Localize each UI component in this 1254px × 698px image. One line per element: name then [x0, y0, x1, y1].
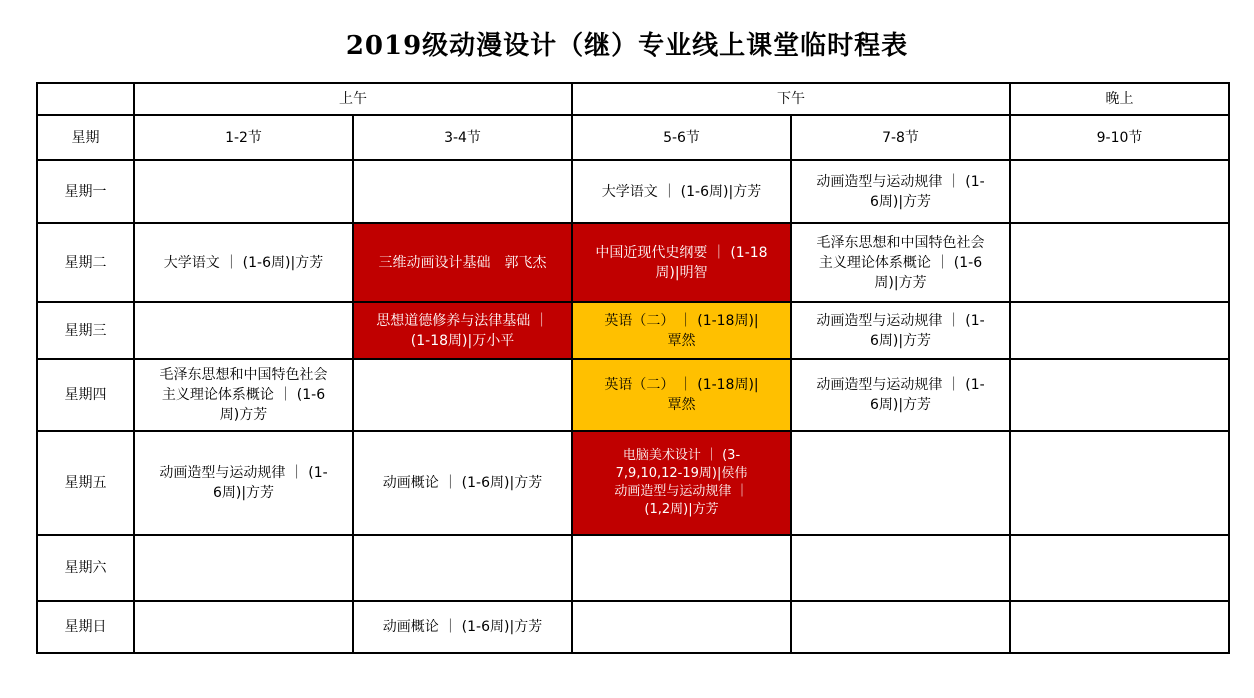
class-cell: [1010, 223, 1229, 302]
class-cell: [134, 160, 353, 223]
day-label: 星期二: [37, 223, 134, 302]
class-cell: [353, 160, 572, 223]
class-cell-highlighted: 中国近现代史纲要 ｜ (1-18 周)|明智: [572, 223, 791, 302]
class-cell-highlighted: 电脑美术设计 ｜ (3- 7,9,10,12-19周)|侯伟 动画造型与运动规律 ｜ (1,2周)|方芳: [572, 431, 791, 535]
corner-cell: [37, 83, 134, 115]
day-label: 星期日: [37, 601, 134, 653]
class-cell: [791, 431, 1010, 535]
class-cell-highlighted: 英语（二） ｜ (1-18周)| 覃然: [572, 359, 791, 431]
class-cell-highlighted: 英语（二） ｜ (1-18周)| 覃然: [572, 302, 791, 359]
slot-header-row: [37, 115, 1229, 160]
class-cell: [572, 601, 791, 653]
class-cell: [134, 302, 353, 359]
day-row-thursday: [37, 359, 1229, 431]
class-cell-highlighted: 三维动画设计基础 郭飞杰: [353, 223, 572, 302]
day-label: 星期四: [37, 359, 134, 431]
class-cell: [1010, 359, 1229, 431]
class-cell: [134, 601, 353, 653]
day-label: 星期一: [37, 160, 134, 223]
class-cell: 动画造型与运动规律 ｜ (1- 6周)|方芳: [791, 359, 1010, 431]
class-cell: [134, 535, 353, 601]
class-cell: 动画造型与运动规律 ｜ (1- 6周)|方芳: [134, 431, 353, 535]
day-row-monday: [37, 160, 1229, 223]
slot-header: 3-4节: [353, 115, 572, 160]
day-row-wednesday: [37, 302, 1229, 359]
period-header-row: [37, 83, 1229, 115]
class-cell: [1010, 302, 1229, 359]
class-cell: [353, 359, 572, 431]
class-cell: [791, 601, 1010, 653]
page-title: 2019级动漫设计（继）专业线上课堂临时程表: [345, 31, 909, 61]
class-cell: [1010, 431, 1229, 535]
class-cell: [1010, 160, 1229, 223]
class-cell: [572, 535, 791, 601]
class-cell: 毛泽东思想和中国特色社会 主义理论体系概论 ｜ (1-6 周)方芳: [134, 359, 353, 431]
slot-header: 9-10节: [1010, 115, 1229, 160]
period-evening: 晚上: [1010, 83, 1229, 115]
day-row-tuesday: [37, 223, 1229, 302]
slot-header: 1-2节: [134, 115, 353, 160]
class-cell: [1010, 601, 1229, 653]
weekday-header: 星期: [37, 115, 134, 160]
day-row-saturday: [37, 535, 1229, 601]
day-label: 星期三: [37, 302, 134, 359]
class-cell: 动画概论 ｜ (1-6周)|方芳: [353, 601, 572, 653]
slot-header: 7-8节: [791, 115, 1010, 160]
class-cell: 大学语文 ｜ (1-6周)|方芳: [134, 223, 353, 302]
period-morning: 上午: [134, 83, 572, 115]
class-cell: 动画造型与运动规律 ｜ (1- 6周)|方芳: [791, 302, 1010, 359]
period-afternoon: 下午: [572, 83, 1010, 115]
class-cell: [353, 535, 572, 601]
class-cell: 动画概论 ｜ (1-6周)|方芳: [353, 431, 572, 535]
class-cell: [791, 535, 1010, 601]
day-row-friday: [37, 431, 1229, 535]
day-label: 星期六: [37, 535, 134, 601]
slot-header: 5-6节: [572, 115, 791, 160]
day-row-sunday: [37, 601, 1229, 653]
class-cell: 动画造型与运动规律 ｜ (1- 6周)|方芳: [791, 160, 1010, 223]
class-cell: 毛泽东思想和中国特色社会 主义理论体系概论 ｜ (1-6 周)|方芳: [791, 223, 1010, 302]
day-label: 星期五: [37, 431, 134, 535]
class-cell: 大学语文 ｜ (1-6周)|方芳: [572, 160, 791, 223]
class-cell-highlighted: 思想道德修养与法律基础 ｜ (1-18周)|万小平: [353, 302, 572, 359]
timetable: [36, 82, 1230, 654]
class-cell: [1010, 535, 1229, 601]
